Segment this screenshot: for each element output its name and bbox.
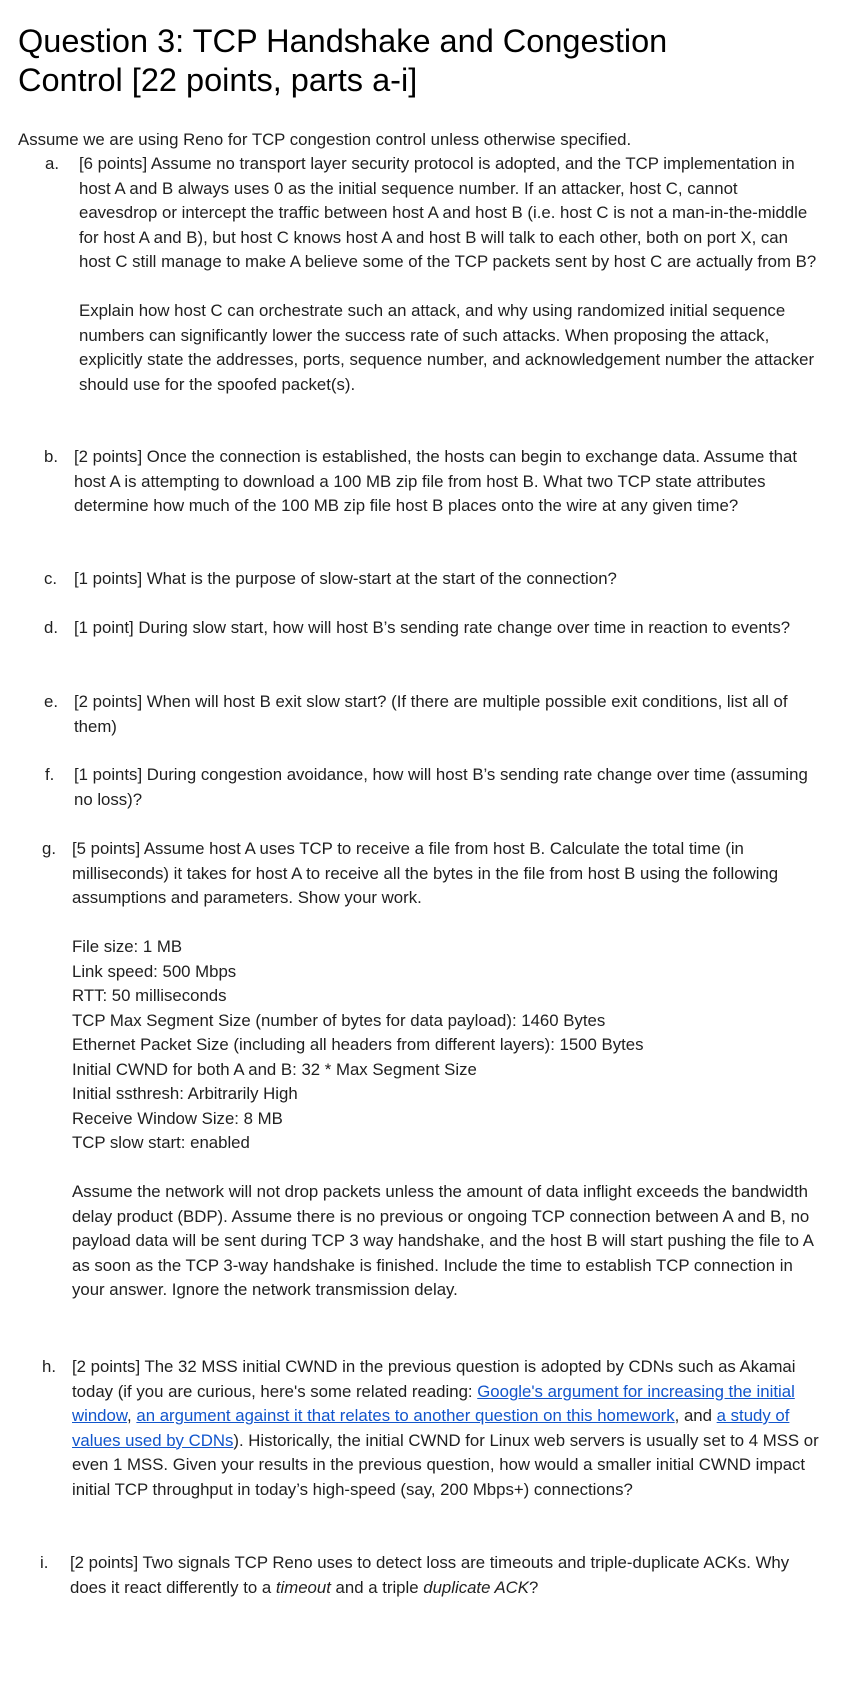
item-b-text: [2 points] Once the connection is established, the hosts can begin to exchange data. Assume that host A is attempting to download a 100 MB zip file from host B. What two TCP state attributes determine how much of the 100 MB zip file host B places onto the wire at any given time? <box>74 447 797 515</box>
param-initial-cwnd: Initial CWND for both A and B: 32 * Max Segment Size <box>72 1059 477 1079</box>
list-marker-d: d. <box>44 618 58 637</box>
item-i-emphasis-timeout: timeout <box>275 1577 331 1597</box>
list-marker-a: a. <box>45 154 59 173</box>
list-marker-c: c. <box>44 569 58 588</box>
item-i-text <box>70 1551 822 1600</box>
param-initial-ssthresh: Initial ssthresh: Arbitrarily High <box>72 1084 298 1103</box>
item-c-text: [1 points] What is the purpose of slow-start at the start of the connection? <box>74 569 617 588</box>
param-receive-window: Receive Window Size: 8 MB <box>72 1108 283 1128</box>
param-rtt: RTT: 50 milliseconds <box>72 986 227 1005</box>
item-h-text-3: , and <box>674 1406 717 1425</box>
item-c-body <box>74 567 819 592</box>
link-cdn-study[interactable]: a study of values used by CDNs <box>72 1406 790 1450</box>
list-marker-e: e. <box>44 692 58 711</box>
item-e-body <box>74 690 819 739</box>
item-d-body <box>74 616 819 641</box>
param-file-size: File size: 1 MB <box>72 937 183 956</box>
intro-text: Assume we are using Reno for TCP congestion control unless otherwise specified. <box>18 130 632 149</box>
link-google-initial-window[interactable]: Google's argument for increasing the initial window <box>72 1381 795 1425</box>
item-g-paragraph-1: [5 points] Assume host A uses TCP to receive a file from host B. Calculate the total time (in milliseconds) it takes for host A to receive all the bytes in the file from host B using the following assumptions and parameters. Show your work. <box>72 839 779 907</box>
param-mss: TCP Max Segment Size (number of bytes for data payload): 1460 Bytes <box>72 1010 606 1030</box>
item-a-paragraph-1: [6 points] Assume no transport layer security protocol is adopted, and the TCP implementation in host A and B always uses 0 as the initial sequence number. If an attacker, host C, cannot eavesdrop or intercept the traffic between host A and host B (i.e. host C is not a man-in-the-middle for host A and B), but host C knows host A and host B will talk to each other, both on port X, can host C still manage to make A believe some of the TCP packets sent by host C are actually from B? <box>79 154 817 271</box>
question-title: Question 3: TCP Handshake and Congestion Control [22 points, parts a-i] <box>18 23 668 98</box>
item-e-text: [2 points] When will host B exit slow start? (If there are multiple possible exit conditions, list all of them) <box>74 692 788 736</box>
item-d-text: [1 point] During slow start, how will host B’s sending rate change over time in reaction to events? <box>74 618 791 637</box>
item-a-paragraph-2: Explain how host C can orchestrate such an attack, and why using randomized initial sequence numbers can significantly lower the success rate of such attacks. When proposing the attack, explicitly state the addresses, ports, sequence number, and acknowledgement number the attacker should use for the spoofed packet(s). <box>79 301 815 394</box>
item-h-text-4: ). Historically, the initial CWND for Linux web servers is usually set to 4 MSS or even 1 MSS. Given your results in the previous question, how would a smaller initial CWND impact initial TCP throughput in today’s high-speed (say, 200 Mbps+) connections? <box>72 1430 819 1499</box>
list-marker-g: g. <box>42 839 56 858</box>
item-b-body <box>74 445 819 519</box>
param-slow-start: TCP slow start: enabled <box>72 1133 250 1152</box>
item-i-text-3: ? <box>528 1577 539 1597</box>
list-marker-f: f. <box>45 765 55 784</box>
item-h-body <box>72 1355 822 1502</box>
list-marker-b: b. <box>44 447 58 466</box>
item-h-text <box>72 1355 822 1502</box>
item-f-text: [1 points] During congestion avoidance, how will host B’s sending rate change over time (assuming no loss)? <box>74 765 808 809</box>
item-f-body <box>74 763 819 812</box>
list-marker-h: h. <box>42 1357 56 1376</box>
item-g-paragraph-3: Assume the network will not drop packets unless the amount of data inflight exceeds the bandwidth delay product (BDP). Assume there is no previous or ongoing TCP connection between A and B, no payload data will be sent during TCP 3 way handshake, and the host B will start pushing the file to A as soon as the TCP 3-way handshake is finished. Include the time to establish TCP connection in your answer. Ignore the network transmission delay. <box>72 1182 814 1299</box>
item-i-body <box>70 1551 822 1600</box>
item-h-text-2: , <box>127 1406 137 1425</box>
item-g-body <box>72 837 822 1303</box>
item-a-body <box>79 152 819 397</box>
item-h-text-1: [2 points] The 32 MSS initial CWND in the previous question is adopted by CDNs such as Akamai today (if you are curious, here's some related reading: <box>72 1357 796 1401</box>
item-i-emphasis-duplicate-ack: duplicate ACK <box>423 1577 529 1597</box>
param-link-speed: Link speed: 500 Mbps <box>72 961 237 981</box>
list-marker-i: i. <box>40 1553 49 1572</box>
item-i-text-2: and a triple <box>330 1577 424 1597</box>
param-ethernet-packet-size: Ethernet Packet Size (including all headers from different layers): 1500 Bytes <box>72 1035 644 1054</box>
item-i-text-1: [2 points] Two signals TCP Reno uses to detect loss are timeouts and triple-duplicate ACKs. Why does it react differently to a <box>70 1553 790 1597</box>
link-argument-against[interactable]: an argument against it that relates to another question on this homework <box>136 1406 675 1425</box>
